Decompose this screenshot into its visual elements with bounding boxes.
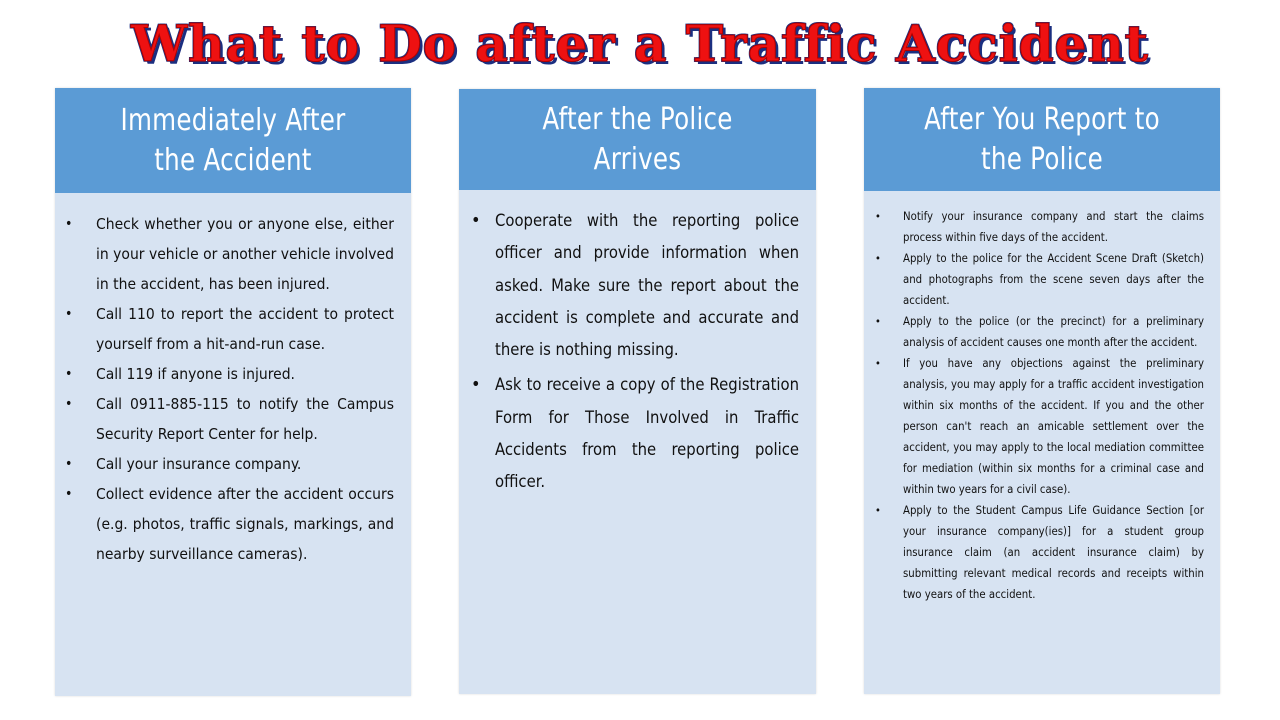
bullet-icon: •: [471, 210, 481, 231]
bullet-icon: •: [875, 252, 881, 265]
bullet-icon: •: [471, 374, 481, 396]
column-heading: [55, 88, 411, 193]
bullet-icon: •: [65, 366, 73, 382]
list-item: • Cooperate with the reporting police officer and provide information when asked. Make sure the report about the accident is complete and accurate and there is nothing missing.: [459, 205, 799, 366]
bullet-list: [864, 191, 1220, 605]
bullet-icon: •: [875, 504, 881, 517]
column-heading: [864, 88, 1220, 191]
column-immediately-after: [55, 88, 411, 696]
bullet-icon: •: [65, 306, 73, 322]
list-item: • Call 119 if anyone is injured.: [55, 359, 394, 389]
list-item: • Apply to the Student Campus Life Guidance Section [or your insurance company(ies)] for a student group insurance claim (an accident insurance claim) by submitting relevant medical records and receipts within two years of the accident.: [864, 500, 1204, 605]
column-heading-text: After You Report to the Police: [924, 101, 1160, 177]
list-item: • Apply to the police for the Accident Scene Draft (Sketch) and photographs from the scene seven days after the accident.: [864, 248, 1204, 311]
bullet-icon: •: [875, 210, 881, 223]
list-item: • Ask to receive a copy of the Registration Form for Those Involved in Traffic Accidents from the reporting police officer.: [459, 369, 799, 498]
column-heading-text: Immediately After the Accident: [120, 102, 346, 178]
list-item: • Apply to the police (or the precinct) for a preliminary analysis of accident causes one month after the accident.: [864, 311, 1204, 353]
bullet-icon: •: [65, 486, 73, 502]
slide-title: What to Do after a Traffic Accident: [131, 14, 1149, 73]
list-item: • Call your insurance company.: [55, 449, 394, 479]
bullet-icon: •: [875, 357, 881, 370]
list-item: • Call 110 to report the accident to protect yourself from a hit-and-run case.: [55, 299, 394, 359]
column-heading-text: After the Police Arrives: [542, 101, 733, 177]
bullet-list: [459, 190, 816, 499]
list-item: • If you have any objections against the preliminary analysis, you may apply for a traffic accident investigation within six months of the accident. If you and the other person can't reach an amicable settlement over the accident, you may apply to the local mediation committee for mediation (within six months for a criminal case and within two years for a civil case).: [864, 353, 1204, 500]
bullet-icon: •: [65, 456, 73, 472]
bullet-icon: •: [65, 396, 73, 412]
column-after-report: [864, 88, 1220, 694]
list-item: • Notify your insurance company and start the claims process within five days of the accident.: [864, 206, 1204, 248]
list-item: • Collect evidence after the accident occurs (e.g. photos, traffic signals, markings, and nearby surveillance cameras).: [55, 479, 394, 569]
column-after-police-arrives: [459, 89, 816, 694]
list-item: • Check whether you or anyone else, either in your vehicle or another vehicle involved in the accident, has been injured.: [55, 209, 394, 299]
list-item: • Call 0911-885-115 to notify the Campus Security Report Center for help.: [55, 389, 394, 449]
bullet-icon: •: [65, 216, 73, 232]
bullet-list: [55, 193, 411, 569]
bullet-icon: •: [875, 315, 881, 328]
column-heading: [459, 89, 816, 190]
